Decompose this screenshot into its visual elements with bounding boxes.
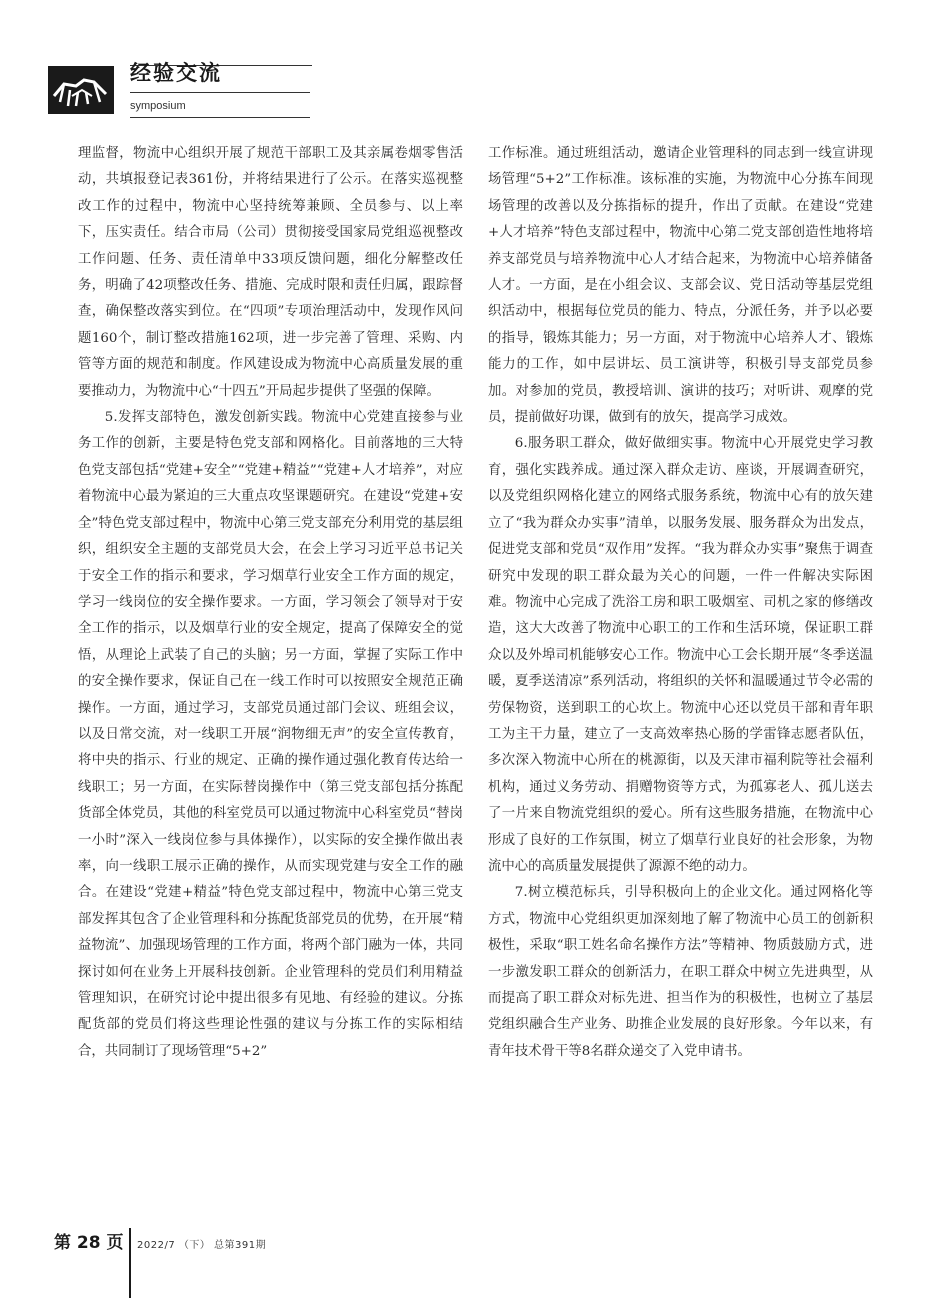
- paragraph: 工作标准。通过班组活动，邀请企业管理科的同志到一线宣讲现场管理“5+2”工作标准。该标准的实施，为物流中心分拣车间现场管理的改善以及分拣指标的提升，作出了贡献。在建设“党建+人才培养”特色支部过程中，物流中心第二党支部创造性地将培养支部党员与培养物流中心人才结合起来，为物流中心培养储备人才。一方面，是在小组会议、支部会议、党日活动等基层党组织活动中，根据每位党员的能力、特点，分派任务，并予以必要的指导，锻炼其能力；另一方面，对于物流中心培养人才、锻炼能力的工作，如中层讲坛、员工演讲等，积极引导支部党员参加。对参加的党员，教授培训、演讲的技巧；对听讲、观摩的党员，提前做好功课，做到有的放矢，提高学习成效。: [488, 146, 873, 426]
- footer-divider: [129, 1228, 131, 1298]
- issue-info: 2022/7 （下） 总第391期: [137, 1240, 267, 1251]
- paragraph: 6.服务职工群众，做好做细实事。物流中心开展党史学习教育，强化实践养成。通过深入群众走访、座谈，开展调查研究，以及党组织网格化建立的网络式服务系统，物流中心有的放矢建立了“我为群众办实事”清单，以服务发展、服务群众为出发点，促进党支部和党员“双作用”发挥。“我为群众办实事”聚焦于调查研究中发现的职工群众最为关心的问题，一件一件解决实际困难。物流中心完成了洗浴工房和职工吸烟室、司机之家的修缮改造，这大大改善了物流中心职工的工作和生活环境，保证职工群众以及外埠司机能够安心工作。物流中心工会长期开展“冬季送温暖，夏季送清凉”系列活动，将组织的关怀和温暖通过节令必需的劳保物资，送到职工的心坎上。物流中心还以党员干部和青年职工为主干力量，建立了一支高效率热心肠的学雷锋志愿者队伍，多次深入物流中心所在的桃源街，以及天津市福利院等社会福利机构，通过义务劳动、捐赠物资等方式，为孤寡老人、孤儿送去了一片来自物流党组织的爱心。所有这些服务措施，在物流中心形成了良好的工作氛围，树立了烟草行业良好的社会形象，为物流中心的高质量发展提供了源源不绝的动力。: [488, 436, 873, 874]
- header-rule-bottom: [130, 117, 310, 118]
- paragraph: 7.树立模范标兵，引导积极向上的企业文化。通过网格化等方式，物流中心党组织更加深刻地了解了物流中心员工的创新积极性，采取“职工姓名命名操作方法”等精神、物质鼓励方式，进一步激发职工群众的创新活力，在职工群众中树立先进典型，从而提高了职工群众对标先进、担当作为的积极性，也树立了基层党组织融合生产业务、助推企业发展的良好形象。今年以来，有青年技术骨干等8名群众递交了入党申请书。: [488, 885, 873, 1059]
- paragraph: 理监督，物流中心组织开展了规范干部职工及其亲属卷烟零售活动，共填报登记表361份，并将结果进行了公示。在落实巡视整改工作的过程中，物流中心坚持统筹兼顾、全员参与、以上率下，压实责任。结合市局（公司）贯彻接受国家局党组巡视整改工作问题、任务、责任清单中33项反馈问题，细化分解整改任务，明确了42项整改任务、措施、完成时限和责任归属，跟踪督查，确保整改落实到位。在“四项”专项治理活动中，发现作风问题160个，制订整改措施162项，进一步完善了管理、采购、内管等方面的规范和制度。作风建设成为物流中心高质量发展的重要推动力，为物流中心“十四五”开局起步提供了坚强的保障。: [78, 146, 463, 399]
- section-header: [48, 60, 278, 120]
- column-title: 经验交流: [130, 61, 222, 85]
- left-column: [78, 141, 463, 1065]
- handshake-icon: [48, 66, 114, 114]
- column-subtitle: symposium: [130, 100, 186, 112]
- paragraph: 5.发挥支部特色，激发创新实践。物流中心党建直接参与业务工作的创新，主要是特色党支部和网格化。目前落地的三大特色党支部包括“党建+安全”“党建+精益”“党建+人才培养”，对应着物流中心最为紧迫的三大重点攻坚课题研究。在建设“党建+安全”特色党支部过程中，物流中心第三党支部充分利用党的基层组织，组织安全主题的支部党员大会，在会上学习习近平总书记关于安全工作的指示和要求，学习烟草行业安全工作方面的规定，学习一线岗位的安全操作要求。一方面，学习领会了领导对于安全工作的指示，以及烟草行业的安全规定，提高了保障安全的觉悟，从理论上武装了自己的头脑；另一方面，掌握了实际工作中的安全操作要求，保证自己在一线工作时可以按照安全规范正确操作。一方面，通过学习，支部党员通过部门会议、班组会议，以及日常交流，对一线职工开展“润物细无声”的安全宣传教育，将中央的指示、行业的规定、正确的操作通过强化教育传达给一线职工；另一方面，在实际替岗操作中（第三党支部包括分拣配货部全体党员，其他的科室党员可以通过物流中心科室党员“替岗一小时”深入一线岗位参与具体操作），以实际的安全操作做出表率，向一线职工展示正确的操作，从而实现党建与安全工作的融合。在建设“党建+精益”特色党支部过程中，物流中心第三党支部发挥其包含了企业管理科和分拣配货部党员的优势，在开展“精益物流”、加强现场管理的工作方面，将两个部门融为一体，共同探讨如何在业务上开展科技创新。企业管理科的党员们利用精益管理知识，在研究讨论中提出很多有见地、有经验的建议。分拣配货部的党员们将这些理论性强的建议与分拣工作的实际相结合，共同制订了现场管理“5+2”: [78, 410, 463, 1059]
- right-column: [488, 141, 873, 1065]
- header-rule-middle: [130, 92, 310, 93]
- page-number: 第 28 页: [54, 1233, 124, 1253]
